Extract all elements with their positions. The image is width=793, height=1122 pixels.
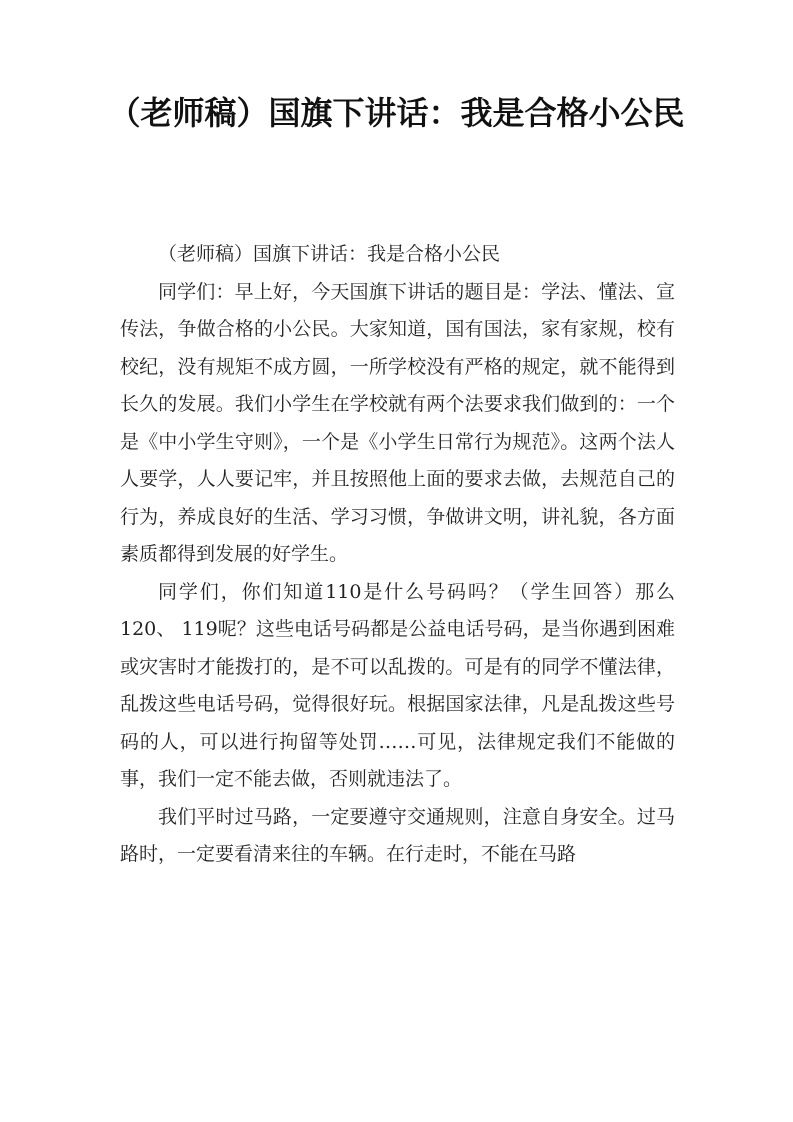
paragraph-2: 同学们，你们知道110是什么号码吗？（学生回答）那么120、 119呢？这些电话号码都是公益电话号码，是当你遇到困难或灾害时才能拨打的，是不可以乱拨的。可是有的同学不懂法律，乱拨这些电话号码，觉得很好玩。根据国家法律，凡是乱拨这些号码的人，可以进行拘留等处罚……可见，法律规定我们不能做的事，我们一定不能去做，否则就违法了。 bbox=[120, 580, 675, 790]
paragraph-1: 同学们：早上好，今天国旗下讲话的题目是：学法、懂法、宣传法，争做合格的小公民。大家知道，国有国法，家有家规，校有校纪，没有规矩不成方圆，一所学校没有严格的规定，就不能得到长久的发展。我们小学生在学校就有两个法要求我们做到的：一个是《中小学生守则》，一个是《小学生日常行为规范》。这两个法人人要学，人人要记牢，并且按照他上面的要求去做，去规范自己的行为，养成良好的生活、学习习惯，争做讲文明，讲礼貌，各方面素质都得到发展的好学生。 bbox=[120, 280, 675, 565]
paragraph-3: 我们平时过马路，一定要遵守交通规则，注意自身安全。过马路时，一定要看清来往的车辆。在行走时，不能在马路 bbox=[120, 805, 675, 865]
document-title: （老师稿）国旗下讲话：我是合格小公民 bbox=[108, 94, 685, 132]
document-body bbox=[120, 236, 675, 874]
paragraph-subtitle: （老师稿）国旗下讲话：我是合格小公民 bbox=[158, 243, 501, 265]
